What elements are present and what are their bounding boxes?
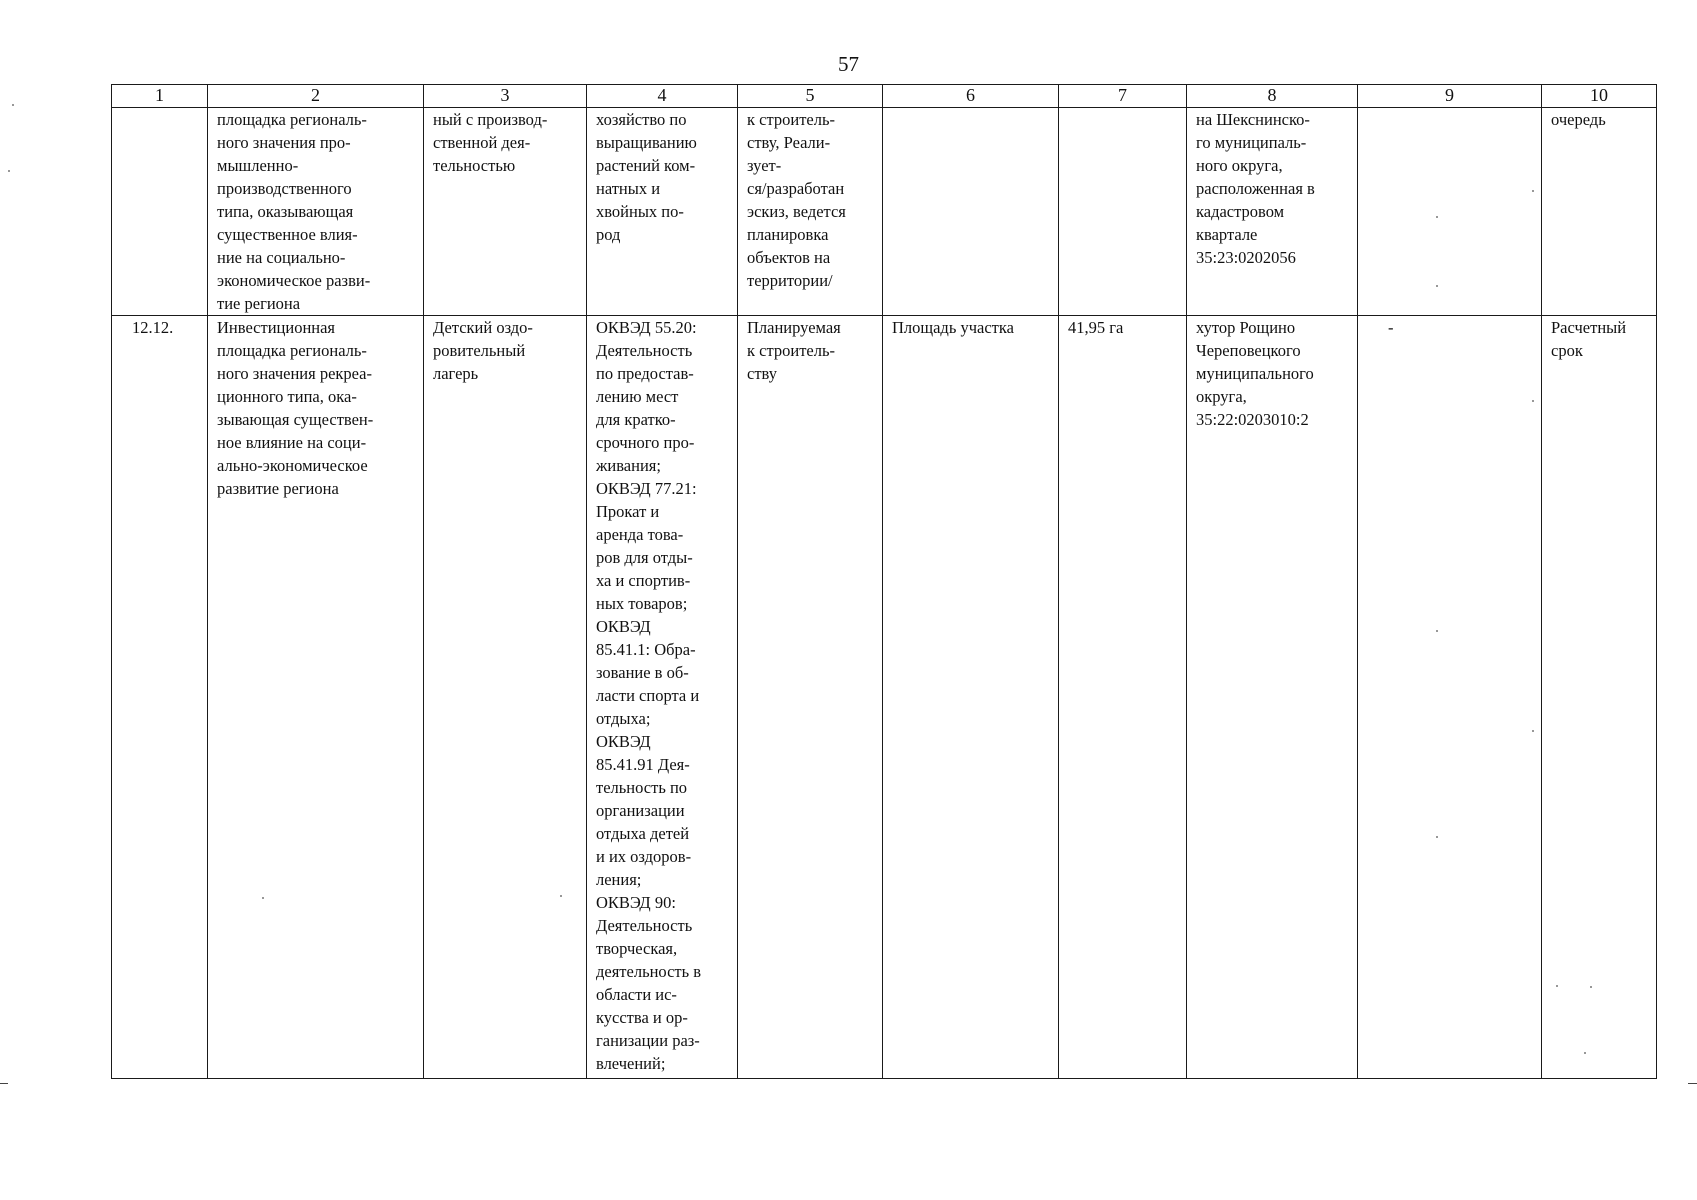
scan-mark-right xyxy=(1688,1083,1697,1084)
scan-speck xyxy=(1532,400,1534,402)
column-number: 10 xyxy=(1542,85,1657,108)
column-number-row xyxy=(112,85,1657,108)
cell-zones: - xyxy=(1358,316,1542,1079)
table-row xyxy=(112,316,1657,1079)
cell-zones xyxy=(1358,108,1542,316)
scan-speck xyxy=(1590,986,1592,988)
scan-speck xyxy=(8,170,10,172)
column-number: 9 xyxy=(1358,85,1542,108)
scan-speck xyxy=(1532,730,1534,732)
table-row xyxy=(112,108,1657,316)
scan-mark-left xyxy=(0,1083,8,1084)
column-number: 5 xyxy=(738,85,883,108)
cell-value xyxy=(1059,108,1187,316)
cell-name: площадка региональ- ного значения про- мышленно- производственного типа, оказывающая существенное влия- ние на социально- экономическое разви- тие региона xyxy=(208,108,424,316)
cell-num: 12.12. xyxy=(112,316,208,1079)
scan-speck xyxy=(1436,216,1438,218)
column-number: 2 xyxy=(208,85,424,108)
cell-purpose: ный с производ- ственной дея- тельностью xyxy=(424,108,587,316)
scan-speck xyxy=(262,897,264,899)
cell-location: хутор Рощино Череповецкого муниципального округа, 35:22:0203010:2 xyxy=(1187,316,1358,1079)
cell-okved: хозяйство по выращиванию растений ком- натных и хвойных по- род xyxy=(587,108,738,316)
column-number: 4 xyxy=(587,85,738,108)
column-number: 1 xyxy=(112,85,208,108)
cell-value: 41,95 га xyxy=(1059,316,1187,1079)
cell-purpose: Детский оздо- ровительный лагерь xyxy=(424,316,587,1079)
cell-location: на Шекснинско- го муниципаль- ного округа, расположенная в кадастровом квартале 35:23:0202056 xyxy=(1187,108,1358,316)
cell-status: Планируемая к строитель- ству xyxy=(738,316,883,1079)
scan-speck xyxy=(12,104,14,106)
scan-speck xyxy=(1436,836,1438,838)
page-number: 57 xyxy=(838,52,859,76)
cell-parameter xyxy=(883,108,1059,316)
cell-num xyxy=(112,108,208,316)
cell-name: Инвестиционная площадка региональ- ного значения рекреа- ционного типа, ока- зывающая существен- ное влияние на соци- ально-экономическое развитие региона xyxy=(208,316,424,1079)
column-number: 8 xyxy=(1187,85,1358,108)
cell-term: очередь xyxy=(1542,108,1657,316)
cell-okved: ОКВЭД 55.20: Деятельность по предостав- лению мест для кратко- срочного про- живания; ОКВЭД 77.21: Прокат и аренда това- ров для отды- ха и спортив- ных товаров; ОКВЭД 85.41.1: Обра- зование в об- ласти спорта и отдыха; ОКВЭД 85.41.91 Дея- тельность по организации отдыха детей и их оздоров- ления; ОКВЭД 90: Деятельность творческая, деятельность в области ис- кусства и ор- ганизации раз- влечений; xyxy=(587,316,738,1079)
cell-term: Расчетный срок xyxy=(1542,316,1657,1079)
column-number: 6 xyxy=(883,85,1059,108)
column-number: 3 xyxy=(424,85,587,108)
cell-status: к строитель- ству, Реали- зует- ся/разработан эскиз, ведется планировка объектов на территории/ xyxy=(738,108,883,316)
scan-speck xyxy=(1436,285,1438,287)
scan-speck xyxy=(560,895,562,897)
column-number: 7 xyxy=(1059,85,1187,108)
data-table xyxy=(111,84,1657,1079)
cell-parameter: Площадь участка xyxy=(883,316,1059,1079)
scan-speck xyxy=(1436,630,1438,632)
scan-speck xyxy=(1532,190,1534,192)
scan-speck xyxy=(1584,1052,1586,1054)
scan-speck xyxy=(1556,985,1558,987)
